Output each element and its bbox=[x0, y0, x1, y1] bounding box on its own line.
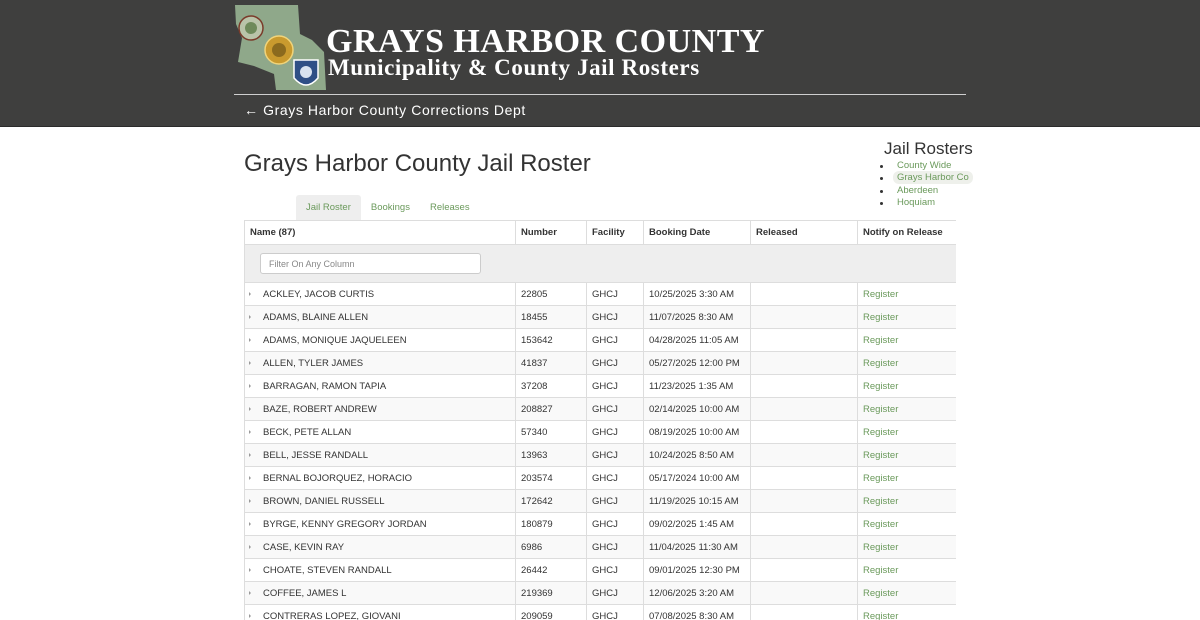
booking-date bbox=[644, 513, 751, 536]
register-link[interactable] bbox=[858, 283, 957, 306]
inmate-name-text: ADAMS, BLAINE ALLEN bbox=[263, 311, 369, 323]
inmate-name bbox=[245, 559, 516, 582]
column-header[interactable]: Booking Date bbox=[644, 221, 751, 245]
register-link[interactable] bbox=[858, 398, 957, 421]
register-link[interactable] bbox=[858, 375, 957, 398]
inmate-name bbox=[245, 490, 516, 513]
expand-arrow-icon[interactable] bbox=[249, 545, 251, 549]
expand-arrow-icon[interactable] bbox=[249, 361, 251, 365]
expand-arrow-icon[interactable] bbox=[249, 407, 251, 411]
booking-number-text: 26442 bbox=[521, 564, 548, 576]
facility bbox=[587, 536, 644, 559]
inmate-name-text: BAZE, ROBERT ANDREW bbox=[263, 403, 377, 415]
inmate-name bbox=[245, 375, 516, 398]
booking-date-text: 08/19/2025 10:00 AM bbox=[649, 426, 740, 438]
booking-date-text: 11/07/2025 8:30 AM bbox=[649, 311, 734, 323]
expand-arrow-icon[interactable] bbox=[249, 522, 251, 526]
booking-date bbox=[644, 444, 751, 467]
register-link[interactable] bbox=[858, 513, 957, 536]
inmate-name-text: CHOATE, STEVEN RANDALL bbox=[263, 564, 392, 576]
facility bbox=[587, 421, 644, 444]
register-link-text[interactable]: Register bbox=[863, 357, 899, 369]
facility bbox=[587, 352, 644, 375]
released-date bbox=[751, 467, 858, 490]
released-date bbox=[751, 444, 858, 467]
tab-releases[interactable]: Releases bbox=[429, 202, 470, 213]
released-date bbox=[751, 352, 858, 375]
inmate-name bbox=[245, 467, 516, 490]
facility-text: GHCJ bbox=[592, 495, 618, 507]
inmate-name-text: BYRGE, KENNY GREGORY JORDAN bbox=[263, 518, 427, 530]
column-header[interactable]: Notify on Release bbox=[858, 221, 957, 245]
booking-number-text: 153642 bbox=[521, 334, 553, 346]
column-header[interactable]: Facility bbox=[587, 221, 644, 245]
inmate-name-text: ACKLEY, JACOB CURTIS bbox=[263, 288, 375, 300]
inmate-name-text: BELL, JESSE RANDALL bbox=[263, 449, 369, 461]
sidebar-item-link[interactable]: County Wide bbox=[897, 160, 952, 171]
booking-date-text: 05/27/2025 12:00 PM bbox=[649, 357, 740, 369]
register-link[interactable] bbox=[858, 490, 957, 513]
site-header bbox=[0, 0, 1200, 127]
tab-jail-roster[interactable]: Jail Roster bbox=[296, 195, 361, 221]
facility-text: GHCJ bbox=[592, 426, 618, 438]
table-row[interactable] bbox=[245, 444, 957, 467]
jail-rosters-sidebar bbox=[878, 139, 973, 210]
booking-number bbox=[516, 283, 587, 306]
inmate-name-text: BARRAGAN, RAMON TAPIA bbox=[263, 380, 387, 392]
inmate-name bbox=[245, 444, 516, 467]
register-link-text[interactable]: Register bbox=[863, 564, 899, 576]
register-link[interactable] bbox=[858, 421, 957, 444]
booking-number bbox=[516, 490, 587, 513]
released-date bbox=[751, 283, 858, 306]
header-divider bbox=[234, 94, 966, 95]
booking-number-text: 57340 bbox=[521, 426, 548, 438]
booking-date-text: 09/02/2025 1:45 AM bbox=[649, 518, 735, 530]
booking-date-text: 02/14/2025 10:00 AM bbox=[649, 403, 740, 415]
booking-date bbox=[644, 582, 751, 605]
register-link-text[interactable]: Register bbox=[863, 449, 899, 461]
booking-date bbox=[644, 283, 751, 306]
roster-table-container bbox=[244, 220, 956, 620]
inmate-name bbox=[245, 421, 516, 444]
inmate-name bbox=[245, 352, 516, 375]
roster-table bbox=[244, 220, 956, 620]
booking-number bbox=[516, 605, 587, 620]
booking-date bbox=[644, 490, 751, 513]
register-link-text[interactable]: Register bbox=[863, 403, 899, 415]
filter-cell bbox=[245, 245, 957, 283]
booking-date-text: 11/04/2025 11:30 AM bbox=[649, 541, 738, 553]
table-row[interactable] bbox=[245, 536, 957, 559]
booking-number bbox=[516, 559, 587, 582]
booking-number bbox=[516, 467, 587, 490]
table-row[interactable] bbox=[245, 398, 957, 421]
booking-date-text: 07/08/2025 8:30 AM bbox=[649, 610, 735, 620]
booking-date-text: 12/06/2025 3:20 AM bbox=[649, 587, 735, 599]
register-link[interactable] bbox=[858, 352, 957, 375]
booking-number-text: 13963 bbox=[521, 449, 548, 461]
bullet-icon bbox=[880, 190, 883, 193]
booking-number bbox=[516, 306, 587, 329]
booking-number-text: 180879 bbox=[521, 518, 553, 530]
booking-number bbox=[516, 582, 587, 605]
facility-text: GHCJ bbox=[592, 472, 618, 484]
facility bbox=[587, 398, 644, 421]
booking-number-text: 208827 bbox=[521, 403, 553, 415]
booking-number-text: 41837 bbox=[521, 357, 548, 369]
inmate-name-text: BROWN, DANIEL RUSSELL bbox=[263, 495, 385, 507]
facility bbox=[587, 559, 644, 582]
column-header[interactable]: Name (87) bbox=[245, 221, 516, 245]
register-link[interactable] bbox=[858, 559, 957, 582]
table-row[interactable] bbox=[245, 605, 957, 620]
sidebar-item-link[interactable]: Hoquiam bbox=[897, 197, 936, 209]
table-row[interactable] bbox=[245, 352, 957, 375]
sidebar-item-link[interactable]: Grays Harbor Co bbox=[893, 171, 973, 184]
inmate-name-text: BERNAL BOJORQUEZ, HORACIO bbox=[263, 472, 413, 484]
released-date bbox=[751, 536, 858, 559]
facility-text: GHCJ bbox=[592, 403, 618, 415]
register-link-text[interactable]: Register bbox=[863, 472, 899, 484]
facility-text: GHCJ bbox=[592, 541, 618, 553]
inmate-name-text: ALLEN, TYLER JAMES bbox=[263, 357, 364, 369]
table-row[interactable] bbox=[245, 513, 957, 536]
released-date bbox=[751, 513, 858, 536]
register-link[interactable] bbox=[858, 536, 957, 559]
facility bbox=[587, 582, 644, 605]
expand-arrow-icon[interactable] bbox=[249, 315, 251, 319]
inmate-name bbox=[245, 536, 516, 559]
facility-text: GHCJ bbox=[592, 380, 618, 392]
table-row[interactable] bbox=[245, 329, 957, 352]
booking-number bbox=[516, 536, 587, 559]
expand-arrow-icon[interactable] bbox=[249, 292, 251, 296]
bullet-icon bbox=[880, 202, 883, 205]
facility-text: GHCJ bbox=[592, 610, 618, 620]
booking-date-text: 05/17/2024 10:00 AM bbox=[649, 472, 740, 484]
register-link[interactable] bbox=[858, 444, 957, 467]
inmate-name-text: BECK, PETE ALLAN bbox=[263, 426, 352, 438]
sidebar-list bbox=[878, 160, 968, 210]
register-link-text[interactable]: Register bbox=[863, 311, 899, 323]
released-date bbox=[751, 398, 858, 421]
sidebar-item bbox=[880, 172, 968, 184]
facility bbox=[587, 283, 644, 306]
booking-number-text: 209059 bbox=[521, 610, 553, 620]
header-title: GRAYS HARBOR COUNTY bbox=[326, 23, 765, 60]
register-link-text[interactable]: Register bbox=[863, 334, 899, 346]
booking-date-text: 04/28/2025 11:05 AM bbox=[649, 334, 739, 346]
table-header-row bbox=[245, 221, 957, 245]
expand-arrow-icon[interactable] bbox=[249, 591, 251, 595]
register-link-text[interactable]: Register bbox=[863, 495, 899, 507]
register-link[interactable] bbox=[858, 605, 957, 620]
booking-number bbox=[516, 398, 587, 421]
register-link-text[interactable]: Register bbox=[863, 426, 899, 438]
booking-number-text: 172642 bbox=[521, 495, 553, 507]
expand-arrow-icon[interactable] bbox=[249, 476, 251, 480]
booking-date bbox=[644, 605, 751, 620]
filter-row bbox=[245, 245, 957, 283]
booking-date bbox=[644, 536, 751, 559]
released-date bbox=[751, 421, 858, 444]
inmate-name bbox=[245, 398, 516, 421]
booking-number-text: 37208 bbox=[521, 380, 548, 392]
booking-number bbox=[516, 444, 587, 467]
booking-number-text: 219369 bbox=[521, 587, 553, 599]
facility bbox=[587, 467, 644, 490]
facility bbox=[587, 306, 644, 329]
filter-input[interactable] bbox=[260, 253, 481, 274]
booking-date bbox=[644, 559, 751, 582]
register-link-text[interactable]: Register bbox=[863, 541, 899, 553]
table-row[interactable] bbox=[245, 490, 957, 513]
booking-number-text: 203574 bbox=[521, 472, 553, 484]
released-date bbox=[751, 306, 858, 329]
booking-number-text: 22805 bbox=[521, 288, 548, 300]
facility-text: GHCJ bbox=[592, 357, 618, 369]
booking-date-text: 09/01/2025 12:30 PM bbox=[649, 564, 740, 576]
page-title: Grays Harbor County Jail Roster bbox=[244, 150, 591, 177]
register-link-text[interactable]: Register bbox=[863, 610, 899, 620]
bullet-icon bbox=[880, 165, 883, 168]
inmate-name-text: COFFEE, JAMES L bbox=[263, 587, 347, 599]
booking-number bbox=[516, 375, 587, 398]
facility-text: GHCJ bbox=[592, 449, 618, 461]
header-subtitle: Municipality & County Jail Rosters bbox=[328, 55, 700, 80]
table-row[interactable] bbox=[245, 582, 957, 605]
inmate-name bbox=[245, 306, 516, 329]
inmate-name-text: CONTRERAS LOPEZ, GIOVANI bbox=[263, 610, 401, 620]
facility-text: GHCJ bbox=[592, 311, 618, 323]
sidebar-item-link[interactable]: Aberdeen bbox=[897, 184, 939, 196]
sidebar-item bbox=[880, 197, 968, 209]
expand-arrow-icon[interactable] bbox=[249, 568, 251, 572]
inmate-name-text: ADAMS, MONIQUE JAQUELEEN bbox=[263, 334, 407, 346]
facility bbox=[587, 329, 644, 352]
register-link[interactable] bbox=[858, 467, 957, 490]
inmate-name bbox=[245, 513, 516, 536]
table-row[interactable] bbox=[245, 559, 957, 582]
booking-date bbox=[644, 375, 751, 398]
released-date bbox=[751, 582, 858, 605]
booking-date-text: 10/25/2025 3:30 AM bbox=[649, 288, 735, 300]
county-map-logo bbox=[234, 4, 330, 92]
expand-arrow-icon[interactable] bbox=[249, 430, 251, 434]
facility-text: GHCJ bbox=[592, 518, 618, 530]
back-to-corrections-link[interactable]: ← Grays Harbor County Corrections Dept bbox=[244, 102, 526, 118]
booking-number-text: 18455 bbox=[521, 311, 548, 323]
booking-date-text: 11/23/2025 1:35 AM bbox=[649, 380, 734, 392]
table-row[interactable] bbox=[245, 421, 957, 444]
header-inner bbox=[234, 0, 966, 126]
facility-text: GHCJ bbox=[592, 334, 618, 346]
table-row[interactable] bbox=[245, 467, 957, 490]
column-header[interactable]: Number bbox=[516, 221, 587, 245]
booking-number bbox=[516, 421, 587, 444]
expand-arrow-icon[interactable] bbox=[249, 338, 251, 342]
register-link[interactable] bbox=[858, 306, 957, 329]
booking-date bbox=[644, 398, 751, 421]
register-link-text[interactable]: Register bbox=[863, 587, 899, 599]
booking-date-text: 10/24/2025 8:50 AM bbox=[649, 449, 735, 461]
inmate-name bbox=[245, 329, 516, 352]
roster-tabs bbox=[296, 195, 480, 221]
booking-number bbox=[516, 513, 587, 536]
inmate-name bbox=[245, 605, 516, 620]
facility bbox=[587, 605, 644, 620]
facility-text: GHCJ bbox=[592, 587, 618, 599]
expand-arrow-icon[interactable] bbox=[249, 499, 251, 503]
booking-date-text: 11/19/2025 10:15 AM bbox=[649, 495, 739, 507]
released-date bbox=[751, 559, 858, 582]
register-link[interactable] bbox=[858, 329, 957, 352]
register-link-text[interactable]: Register bbox=[863, 518, 899, 530]
facility bbox=[587, 513, 644, 536]
booking-date bbox=[644, 352, 751, 375]
column-header[interactable]: Released bbox=[751, 221, 858, 245]
booking-date bbox=[644, 467, 751, 490]
released-date bbox=[751, 329, 858, 352]
released-date bbox=[751, 605, 858, 620]
facility-text: GHCJ bbox=[592, 288, 618, 300]
booking-number bbox=[516, 329, 587, 352]
inmate-name-text: CASE, KEVIN RAY bbox=[263, 541, 345, 553]
table-row[interactable] bbox=[245, 375, 957, 398]
expand-arrow-icon[interactable] bbox=[249, 453, 251, 457]
booking-date bbox=[644, 421, 751, 444]
expand-arrow-icon[interactable] bbox=[249, 384, 251, 388]
facility bbox=[587, 375, 644, 398]
booking-date bbox=[644, 329, 751, 352]
inmate-name bbox=[245, 283, 516, 306]
tab-bookings[interactable]: Bookings bbox=[370, 202, 410, 213]
table-row[interactable] bbox=[245, 283, 957, 306]
table-row[interactable] bbox=[245, 306, 957, 329]
bullet-icon bbox=[880, 177, 883, 180]
facility bbox=[587, 490, 644, 513]
sidebar-title: Jail Rosters bbox=[884, 139, 973, 158]
register-link[interactable] bbox=[858, 582, 957, 605]
booking-number bbox=[516, 352, 587, 375]
booking-number-text: 6986 bbox=[521, 541, 543, 553]
released-date bbox=[751, 375, 858, 398]
facility bbox=[587, 444, 644, 467]
facility-text: GHCJ bbox=[592, 564, 618, 576]
register-link-text[interactable]: Register bbox=[863, 288, 899, 300]
expand-arrow-icon[interactable] bbox=[249, 614, 251, 618]
booking-date bbox=[644, 306, 751, 329]
inmate-name bbox=[245, 582, 516, 605]
released-date bbox=[751, 490, 858, 513]
register-link-text[interactable]: Register bbox=[863, 380, 899, 392]
